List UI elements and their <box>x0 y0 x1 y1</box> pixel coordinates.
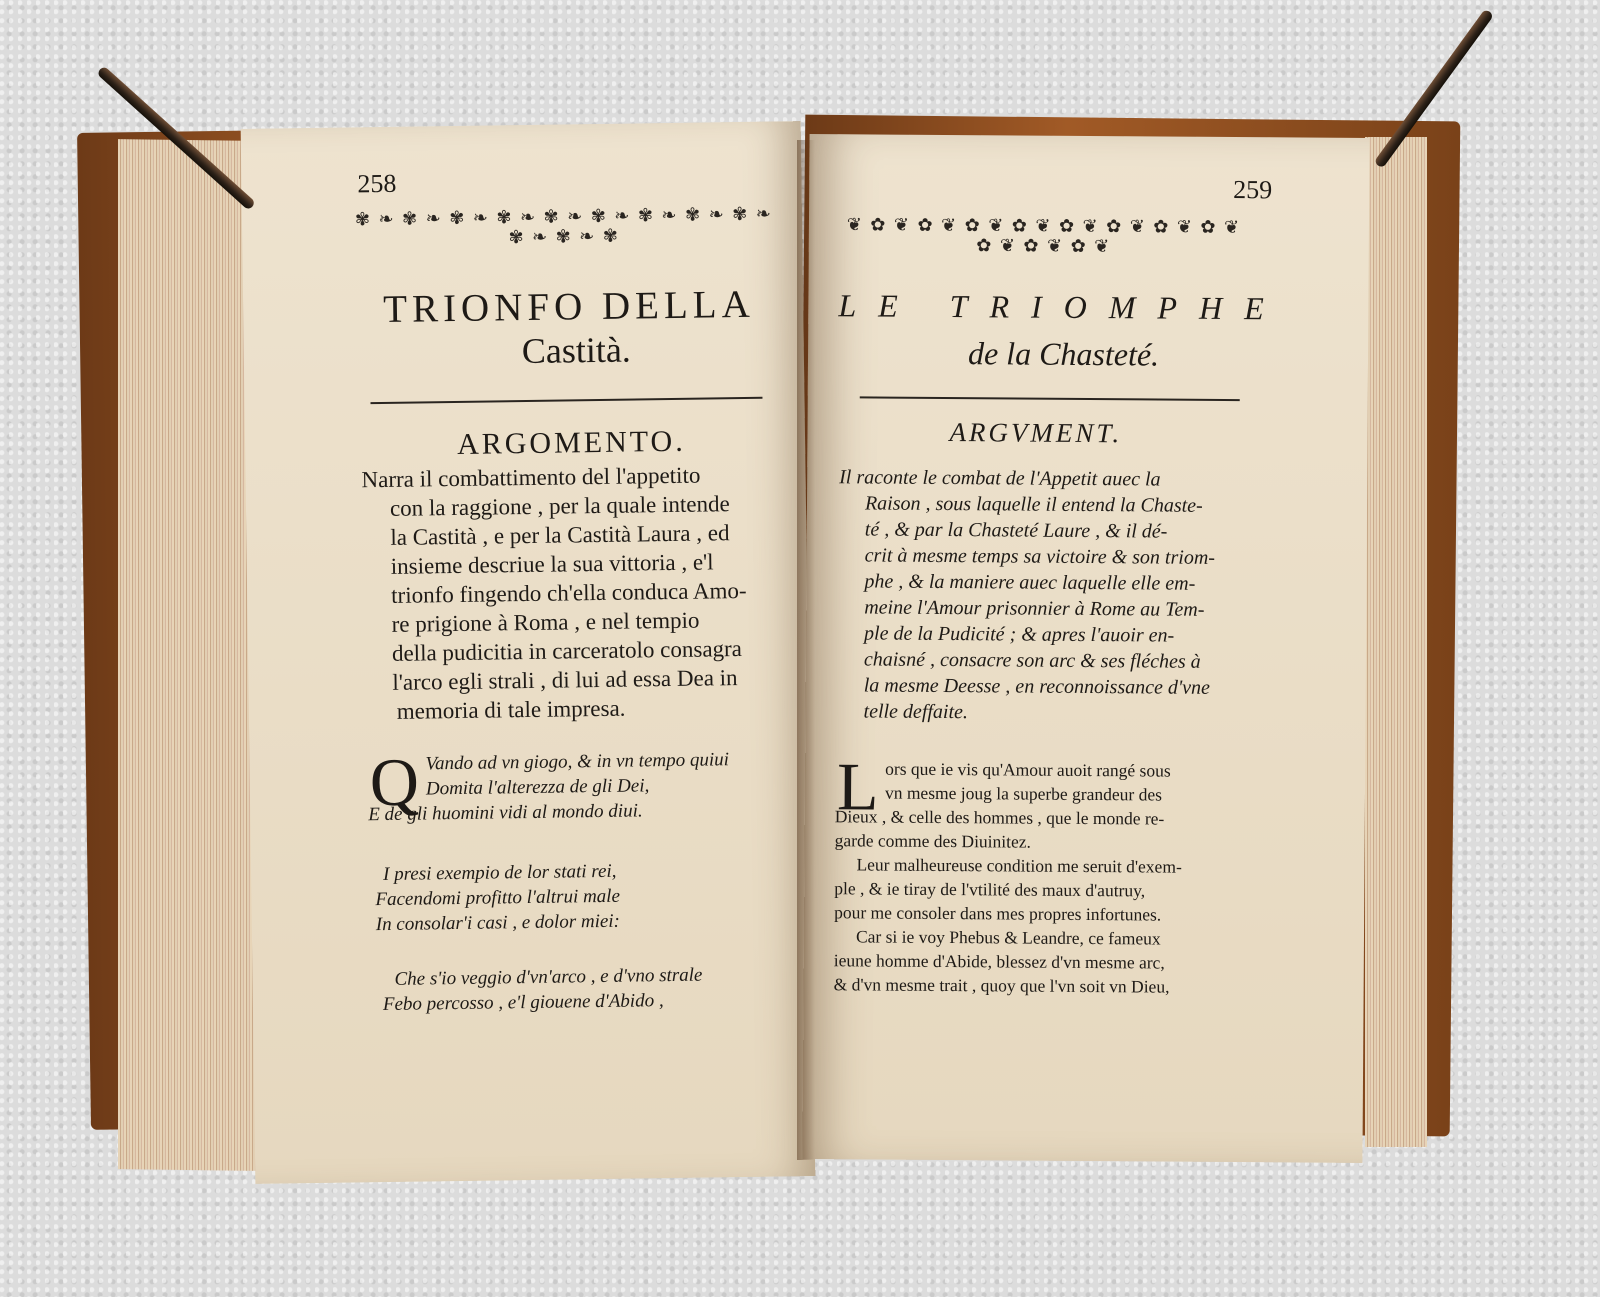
prose-line: pour me consoler dans mes propres infortunes. <box>834 902 1162 925</box>
page-title: TRIONFO DELLA <box>382 282 756 331</box>
argument-line: re prigione à Roma , e nel tempio <box>391 607 700 637</box>
verse-line: E de gli huomini vidi al mondo diui. <box>368 800 643 826</box>
prose-line: ors que ie vis qu'Amour auoit rangé sous <box>885 758 1171 781</box>
drop-cap: Q <box>369 743 420 821</box>
argument-line: la mesme Deesse , en reconnoissance d'vne <box>863 674 1211 699</box>
argument-line: crit à mesme temps sa victoire & son triom- <box>864 544 1216 569</box>
argument-line: phe , & la maniere auec laquelle elle em- <box>864 570 1196 595</box>
ornament-band: ✾ ❧ ✾ ❧ ✾ ❧ ✾ ❧ ✾ ❧ ✾ ❧ ✾ ❧ ✾ ❧ ✾ ❧ ✾ ❧ ✾ ❧ ✾ <box>354 203 774 248</box>
prose-line: Leur malheureuse condition me seruit d'exem- <box>856 854 1182 877</box>
left-page <box>241 121 816 1184</box>
argument-line: della pudicitia in carceratolo consagra <box>391 636 743 666</box>
argument-line: Narra il combattimento del l'appetito <box>361 462 701 493</box>
book-gutter <box>797 140 815 1160</box>
argument-line: Il raconte le combat de l'Appetit auec la <box>839 466 1161 491</box>
argument-line: con la raggione , per la quale intende <box>389 491 730 521</box>
page-title: LE TRIOMPHE <box>838 287 1286 327</box>
argument-line: meine l'Amour prisonnier à Rome au Tem- <box>864 596 1205 621</box>
left-page-edges <box>118 139 258 1171</box>
verse-line: Che s'io veggio d'vn'arco , e d'vno strale <box>394 964 703 990</box>
prose-line: Car si ie voy Phebus & Leandre, ce fameux <box>855 926 1161 949</box>
title-rule <box>860 396 1240 401</box>
prose-line: garde comme des Diuinitez. <box>834 830 1032 852</box>
page-subtitle: Castità. <box>521 329 632 372</box>
page-number: 259 <box>1233 175 1273 205</box>
argument-line: memoria di tale impresa. <box>396 695 626 724</box>
ornament-band: ❦ ✿ ❦ ✿ ❦ ✿ ❦ ✿ ❦ ✿ ❦ ✿ ❦ ✿ ❦ ✿ ❦ ✿ ❦ ✿ ❦ ✿ ❦ <box>846 214 1242 257</box>
prose-line: vn mesme joug la superbe grandeur des <box>884 782 1163 805</box>
page-number: 258 <box>357 168 397 199</box>
verse-line: In consolar'i casi , e dolor miei: <box>375 910 621 936</box>
argument-heading: ARGVMENT. <box>949 417 1123 449</box>
drop-cap: L <box>836 748 879 825</box>
right-page <box>802 134 1369 1163</box>
verse-line: Domita l'alterezza de gli Dei, <box>425 775 650 800</box>
argument-line: telle deffaite. <box>863 700 969 724</box>
right-page-edges <box>1365 137 1427 1147</box>
verse-line: Febo percosso , e'l giouene d'Abido , <box>382 990 664 1016</box>
argument-line: ple de la Pudicité ; & apres l'auoir en- <box>864 622 1175 647</box>
title-rule <box>370 397 762 404</box>
argument-line: la Castità , e per la Castità Laura , ed <box>390 520 730 550</box>
argument-line: chaisné , consacre son arc & ses fléches à <box>863 648 1201 673</box>
prose-line: ieune homme d'Abide, blessez d'vn mesme arc, <box>833 950 1165 973</box>
prose-line: ple , & ie tiray de l'vtilité des maux d'autruy, <box>834 878 1146 901</box>
argument-line: insieme descriue la sua vittoria , e'l <box>390 549 714 579</box>
verse-line: I presi exempio de lor stati rei, <box>382 860 617 886</box>
argument-line: l'arco egli strali , di lui ad essa Dea in <box>392 665 738 695</box>
argument-line: té , & par la Chasteté Laure , & il dé- <box>864 518 1168 543</box>
verse-line: Vando ad vn giogo, & in vn tempo quiui <box>425 749 730 775</box>
argument-heading: ARGOMENTO. <box>456 424 686 461</box>
prose-line: & d'vn mesme trait , quoy que l'vn soit vn Dieu, <box>833 974 1170 997</box>
argument-line: Raison , sous laquelle il entend la Chaste- <box>864 492 1203 517</box>
verse-line: Facendomi profitto l'altrui male <box>375 885 621 911</box>
prose-line: Dieux , & celle des hommes , que le monde re- <box>834 806 1165 829</box>
page-subtitle: de la Chasteté. <box>967 335 1160 373</box>
argument-line: trionfo fingendo ch'ella conduca Amo- <box>391 577 747 608</box>
